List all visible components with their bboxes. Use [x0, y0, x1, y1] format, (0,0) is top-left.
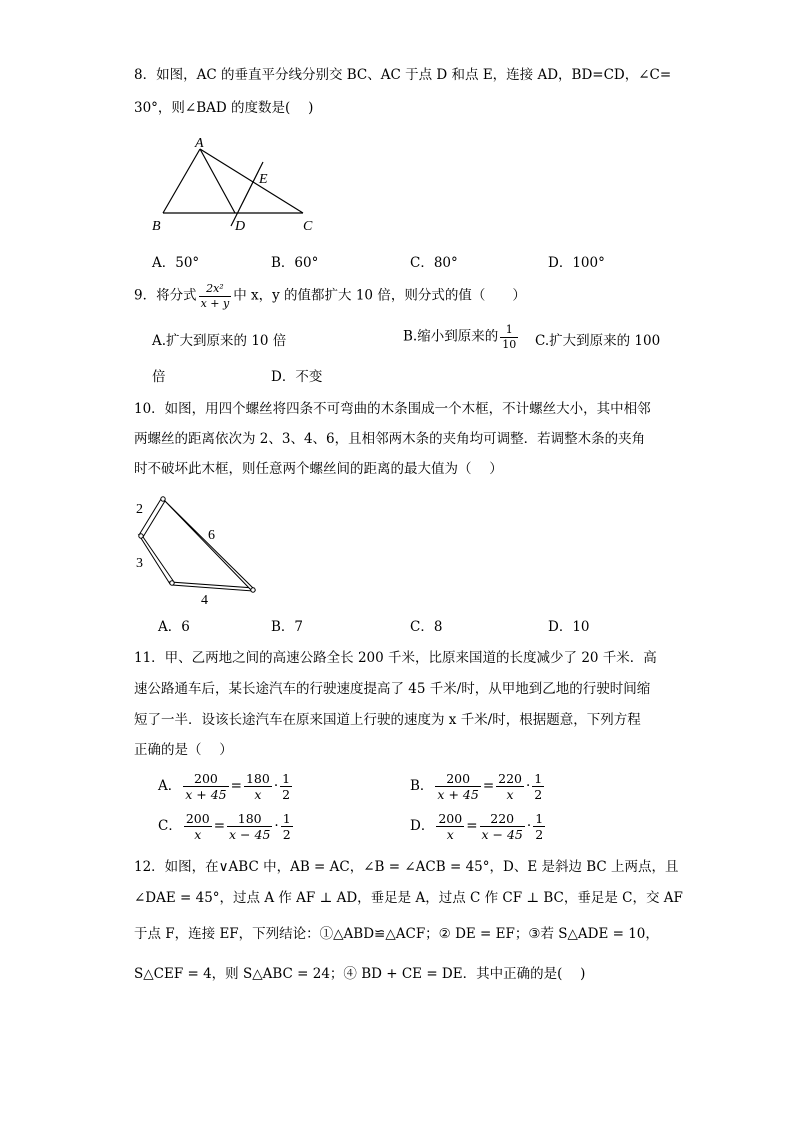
q8-option-b[interactable]: B．60°	[271, 255, 319, 271]
q8-option-a[interactable]: A．50°	[152, 255, 200, 271]
q11-c-d1: x	[194, 827, 202, 843]
q11-b-d3: 2	[534, 787, 543, 803]
q11-a-frac3	[280, 772, 292, 801]
q9-frac-num: 2x²	[199, 283, 232, 297]
q11-line4: 正确的是（ ）	[134, 742, 233, 758]
q11-line2: 速公路通车后，某长途汽车的行驶速度提高了 45 千米/时，从甲地到乙地的行驶时间缩	[134, 681, 651, 697]
q9-option-b-fraction	[500, 324, 518, 350]
q11-b-d2: x	[506, 787, 514, 803]
q10-line2: 两螺丝的距离依次为 2、3、4、6，且相邻两木条的夹角均可调整．若调整木条的夹角	[134, 431, 646, 447]
q10-frame-figure	[128, 490, 268, 608]
q11-a-n1: 200	[183, 772, 228, 787]
q11-b-frac3	[532, 772, 544, 801]
q11-c-eq: =	[213, 817, 226, 834]
q11-c-frac3	[281, 812, 293, 841]
q9-prefix: 9．将分式	[134, 287, 197, 304]
q11-c-frac2	[227, 812, 272, 841]
q8-line2: 30°，则∠BAD 的度数是( )	[134, 100, 314, 116]
q11-d-n3: 1	[535, 811, 544, 826]
q11-b-dot: ·	[525, 777, 531, 794]
q8-label-c: C	[303, 219, 313, 234]
q11-option-c[interactable]	[158, 812, 295, 841]
q8-line1: 8．如图，AC 的垂直平分线分别交 BC、AC 于点 D 和点 E，连接 AD，BD=CD，∠C=	[134, 67, 672, 83]
q10-label-2: 2	[136, 502, 143, 517]
q11-a-d3: 2	[282, 787, 291, 803]
q11-b-eq: =	[482, 777, 495, 794]
q8-option-d[interactable]: D．100°	[548, 255, 605, 271]
q9-option-a[interactable]: A.扩大到原来的 10 倍	[152, 333, 287, 349]
q11-b-n1: 200	[435, 772, 480, 787]
q11-d-frac3	[533, 812, 545, 841]
q11-a-dot: ·	[273, 777, 279, 794]
q11-option-d[interactable]	[410, 812, 547, 841]
q10-label-3: 3	[136, 556, 143, 571]
q11-d-d2: x − 45	[481, 827, 523, 843]
q11-a-d2: x	[254, 787, 262, 803]
q8-label-a: A	[195, 136, 204, 151]
q11-d-dot: ·	[526, 817, 532, 834]
q10-label-6: 6	[208, 528, 215, 543]
q8-label-d: D	[235, 219, 246, 234]
q11-d-d3: 2	[535, 827, 544, 843]
q8-triangle-figure	[145, 132, 330, 236]
q8-label-e: E	[259, 172, 268, 187]
q11-d-eq: =	[466, 817, 478, 834]
q12-line3: 于点 F，连接 EF，下列结论：①△ABD≌△ACF；② DE = EF；③若 S△ADE = 10，	[134, 926, 659, 942]
q11-c-n2: 180	[227, 812, 272, 827]
q11-c-n3: 1	[282, 811, 291, 826]
q11-b-frac1	[435, 772, 480, 801]
q11-b-d1: x + 45	[437, 787, 479, 803]
q11-option-a[interactable]	[158, 772, 294, 801]
q10-line1: 10．如图，用四个螺丝将四条不可弯曲的木条围成一个木框，不计螺丝大小，其中相邻	[134, 401, 651, 417]
q11-a-n3: 1	[282, 771, 291, 786]
q11-b-frac2	[496, 772, 524, 801]
q11-a-n2: 180	[245, 771, 270, 786]
q9-option-c[interactable]: C.扩大到原来的 100	[535, 333, 661, 349]
q9-option-b[interactable]	[403, 324, 520, 350]
q11-line1: 11．甲、乙两地之间的高速公路全长 200 千米，比原来国道的长度减少了 20 千米．高	[134, 650, 657, 666]
q11-d-n1: 200	[438, 811, 463, 826]
q9-fraction	[199, 283, 232, 309]
q12-line4: S△CEF = 4，则 S△ABC = 24；④ BD + CE = DE．其中正确的是( )	[134, 966, 586, 982]
q10-line3: 时不破坏此木框，则任意两个螺丝间的距离的最大值为（ ）	[134, 461, 503, 477]
q11-opt-c-label: C．	[158, 817, 182, 834]
q9-option-c-cont: 倍	[152, 369, 166, 385]
q11-a-eq: =	[230, 777, 242, 794]
q9-stem	[134, 283, 526, 309]
q9-optb-den: 10	[502, 337, 517, 351]
q9-optb-num: 1	[500, 324, 518, 338]
q10-option-a[interactable]: A．6	[158, 619, 190, 635]
q11-opt-d-label: D．	[410, 817, 435, 834]
q11-c-n1: 200	[185, 811, 210, 826]
q11-c-frac1	[184, 812, 212, 841]
q11-a-frac2	[244, 772, 272, 801]
q11-opt-b-label: B．	[410, 777, 434, 794]
q9-option-d[interactable]: D．不变	[271, 369, 323, 385]
q11-d-frac2	[480, 812, 525, 841]
q9-suffix: 中 x，y 的值都扩大 10 倍，则分式的值（ ）	[233, 287, 526, 304]
q11-c-d2: x − 45	[229, 827, 271, 843]
q8-label-b: B	[152, 219, 161, 234]
q9-option-b-text: B.缩小到原来的	[403, 328, 499, 345]
q8-option-c[interactable]: C．80°	[410, 255, 458, 271]
q11-c-d3: 2	[282, 827, 291, 843]
q10-option-c[interactable]: C．8	[410, 619, 443, 635]
q11-c-dot: ·	[274, 817, 279, 834]
q11-line3: 短了一半．设该长途汽车在原来国道上行驶的速度为 x 千米/时，根据题意，下列方程	[134, 712, 641, 728]
q11-a-frac1	[183, 772, 228, 801]
q11-b-n2: 220	[498, 771, 522, 786]
q11-option-b[interactable]	[410, 772, 546, 801]
q11-a-d1: x + 45	[185, 787, 227, 803]
q9-frac-den: x + y	[200, 296, 230, 310]
q10-option-d[interactable]: D．10	[548, 619, 590, 635]
q11-d-n2: 220	[480, 812, 525, 827]
q12-line2: ∠DAE = 45°，过点 A 作 AF ⊥ AD，垂足是 A，过点 C 作 CF ⊥ BC，垂足是 C，交 AF	[134, 890, 683, 906]
q11-b-n3: 1	[534, 771, 543, 786]
q11-d-frac1	[436, 812, 464, 841]
q11-opt-a-label: A．	[158, 777, 182, 794]
q12-line1: 12．如图，在∨ABC 中，AB = AC，∠B = ∠ACB = 45°，D、E 是斜边 BC 上两点，且	[134, 859, 679, 875]
q11-d-d1: x	[446, 827, 454, 843]
q10-option-b[interactable]: B．7	[271, 619, 304, 635]
q10-label-4: 4	[201, 593, 208, 608]
